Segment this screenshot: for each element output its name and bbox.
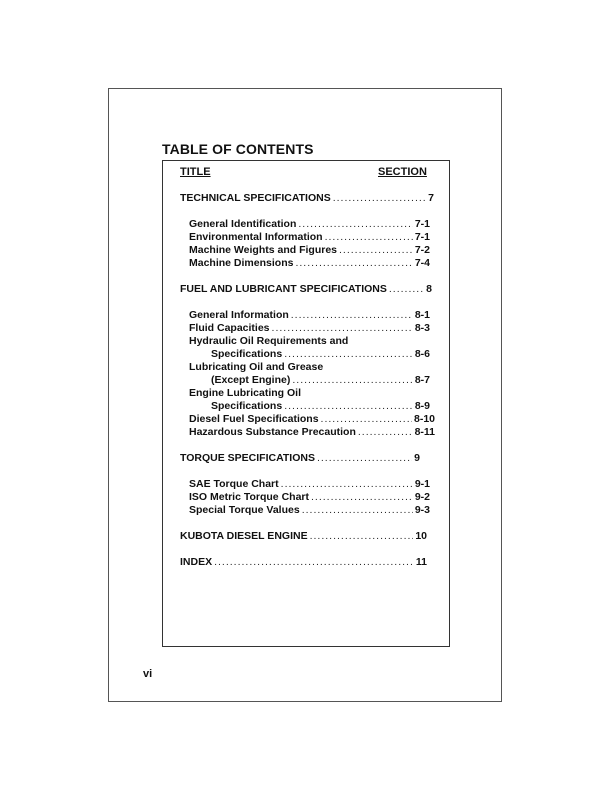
toc-entry-general-information[interactable] (189, 309, 430, 322)
toc-entry-section: 11 (415, 556, 427, 568)
toc-entry-section: 9 (414, 452, 420, 464)
dot-leader (310, 530, 414, 543)
toc-entry-label: Hazardous Substance Precaution (189, 426, 356, 438)
toc-entry-section: 8-3 (414, 322, 430, 334)
toc-entry-section: 7-4 (414, 257, 430, 269)
dot-leader (358, 426, 413, 439)
toc-entry-section: 8-1 (414, 309, 430, 321)
toc-entry-label: KUBOTA DIESEL ENGINE (180, 530, 308, 542)
toc-entry-label: FUEL AND LUBRICANT SPECIFICATIONS (180, 283, 387, 295)
toc-entry-hydraulic-oil-specifications[interactable] (211, 348, 430, 361)
toc-entry-section: 8 (426, 283, 432, 295)
toc-entry-label: TECHNICAL SPECIFICATIONS (180, 192, 331, 204)
dot-leader (284, 400, 413, 413)
dot-leader (214, 556, 414, 569)
toc-entry-label: General Identification (189, 218, 297, 230)
dot-leader (284, 348, 413, 361)
toc-entry-lubricating-oil-except-engine[interactable] (211, 374, 430, 387)
section-column-header: SECTION (378, 166, 427, 178)
toc-entry-torque-specifications[interactable] (180, 452, 420, 465)
toc-entry-label: Specifications (211, 400, 283, 412)
toc-entry-label: Special Torque Values (189, 504, 300, 516)
toc-entry-technical-specifications[interactable] (180, 192, 434, 205)
toc-entry-section: 7 (428, 192, 434, 204)
dot-leader (321, 413, 412, 426)
toc-entry-section: 9-2 (414, 491, 430, 503)
toc-entry-hazardous-substance[interactable] (189, 426, 435, 439)
toc-entry-lubricating-oil-line1[interactable]: Lubricating Oil and Grease (189, 361, 324, 373)
toc-entry-label: SAE Torque Chart (189, 478, 279, 490)
toc-entry-engine-lubricating-specifications[interactable] (211, 400, 430, 413)
toc-entry-iso-metric-torque-chart[interactable] (189, 491, 430, 504)
dot-leader (325, 231, 413, 244)
toc-entry-section: 9-3 (414, 504, 430, 516)
toc-entry-label: TORQUE SPECIFICATIONS (180, 452, 315, 464)
toc-entry-label: INDEX (180, 556, 213, 568)
dot-leader (281, 478, 413, 491)
toc-entry-section: 8-6 (414, 348, 430, 360)
toc-entry-fluid-capacities[interactable] (189, 322, 430, 335)
dot-leader (302, 504, 413, 517)
dot-leader (295, 257, 412, 270)
toc-entry-label: Specifications (211, 348, 283, 360)
toc-entry-section: 7-1 (414, 218, 430, 230)
toc-entry-machine-weights[interactable] (189, 244, 430, 257)
toc-entry-section: 7-2 (414, 244, 430, 256)
dot-leader (298, 218, 412, 231)
page-title: TABLE OF CONTENTS (162, 141, 314, 157)
dot-leader (291, 309, 413, 322)
toc-entry-label: ISO Metric Torque Chart (189, 491, 309, 503)
toc-entry-section: 8-10 (413, 413, 435, 425)
toc-entry-section: 8-11 (414, 426, 435, 438)
dot-leader (317, 452, 412, 465)
dot-leader (339, 244, 413, 257)
page-number: vi (143, 668, 153, 680)
toc-entry-kubota-diesel-engine[interactable] (180, 530, 427, 543)
toc-entry-label: Machine Weights and Figures (189, 244, 337, 256)
toc-entry-general-identification[interactable] (189, 218, 430, 231)
toc-entry-label: Machine Dimensions (189, 257, 294, 269)
dot-leader (389, 283, 424, 296)
toc-entry-label: General Information (189, 309, 289, 321)
toc-entry-section: 8-9 (414, 400, 430, 412)
dot-leader (333, 192, 426, 205)
toc-entry-index[interactable] (180, 556, 427, 569)
toc-entry-engine-lubricating-line1[interactable]: Engine Lubricating Oil (189, 387, 302, 399)
toc-entry-label: (Except Engine) (211, 374, 291, 386)
dot-leader (311, 491, 413, 504)
dot-leader (272, 322, 413, 335)
toc-entry-diesel-fuel-specifications[interactable] (189, 413, 435, 426)
toc-entry-hydraulic-oil-line1[interactable]: Hydraulic Oil Requirements and (189, 335, 349, 347)
title-column-header: TITLE (180, 166, 211, 178)
toc-entry-label: Fluid Capacities (189, 322, 270, 334)
toc-entry-section: 8-7 (414, 374, 430, 386)
toc-entry-section: 10 (415, 530, 427, 542)
toc-entry-label: Environmental Information (189, 231, 323, 243)
toc-entry-machine-dimensions[interactable] (189, 257, 430, 270)
toc-entry-special-torque-values[interactable] (189, 504, 430, 517)
toc-entry-section: 7-1 (414, 231, 430, 243)
toc-entry-sae-torque-chart[interactable] (189, 478, 430, 491)
toc-entry-section: 9-1 (414, 478, 430, 490)
toc-entry-fuel-lubricant-specifications[interactable] (180, 283, 432, 296)
dot-leader (292, 374, 412, 387)
toc-entry-label: Diesel Fuel Specifications (189, 413, 319, 425)
toc-entry-environmental-information[interactable] (189, 231, 430, 244)
